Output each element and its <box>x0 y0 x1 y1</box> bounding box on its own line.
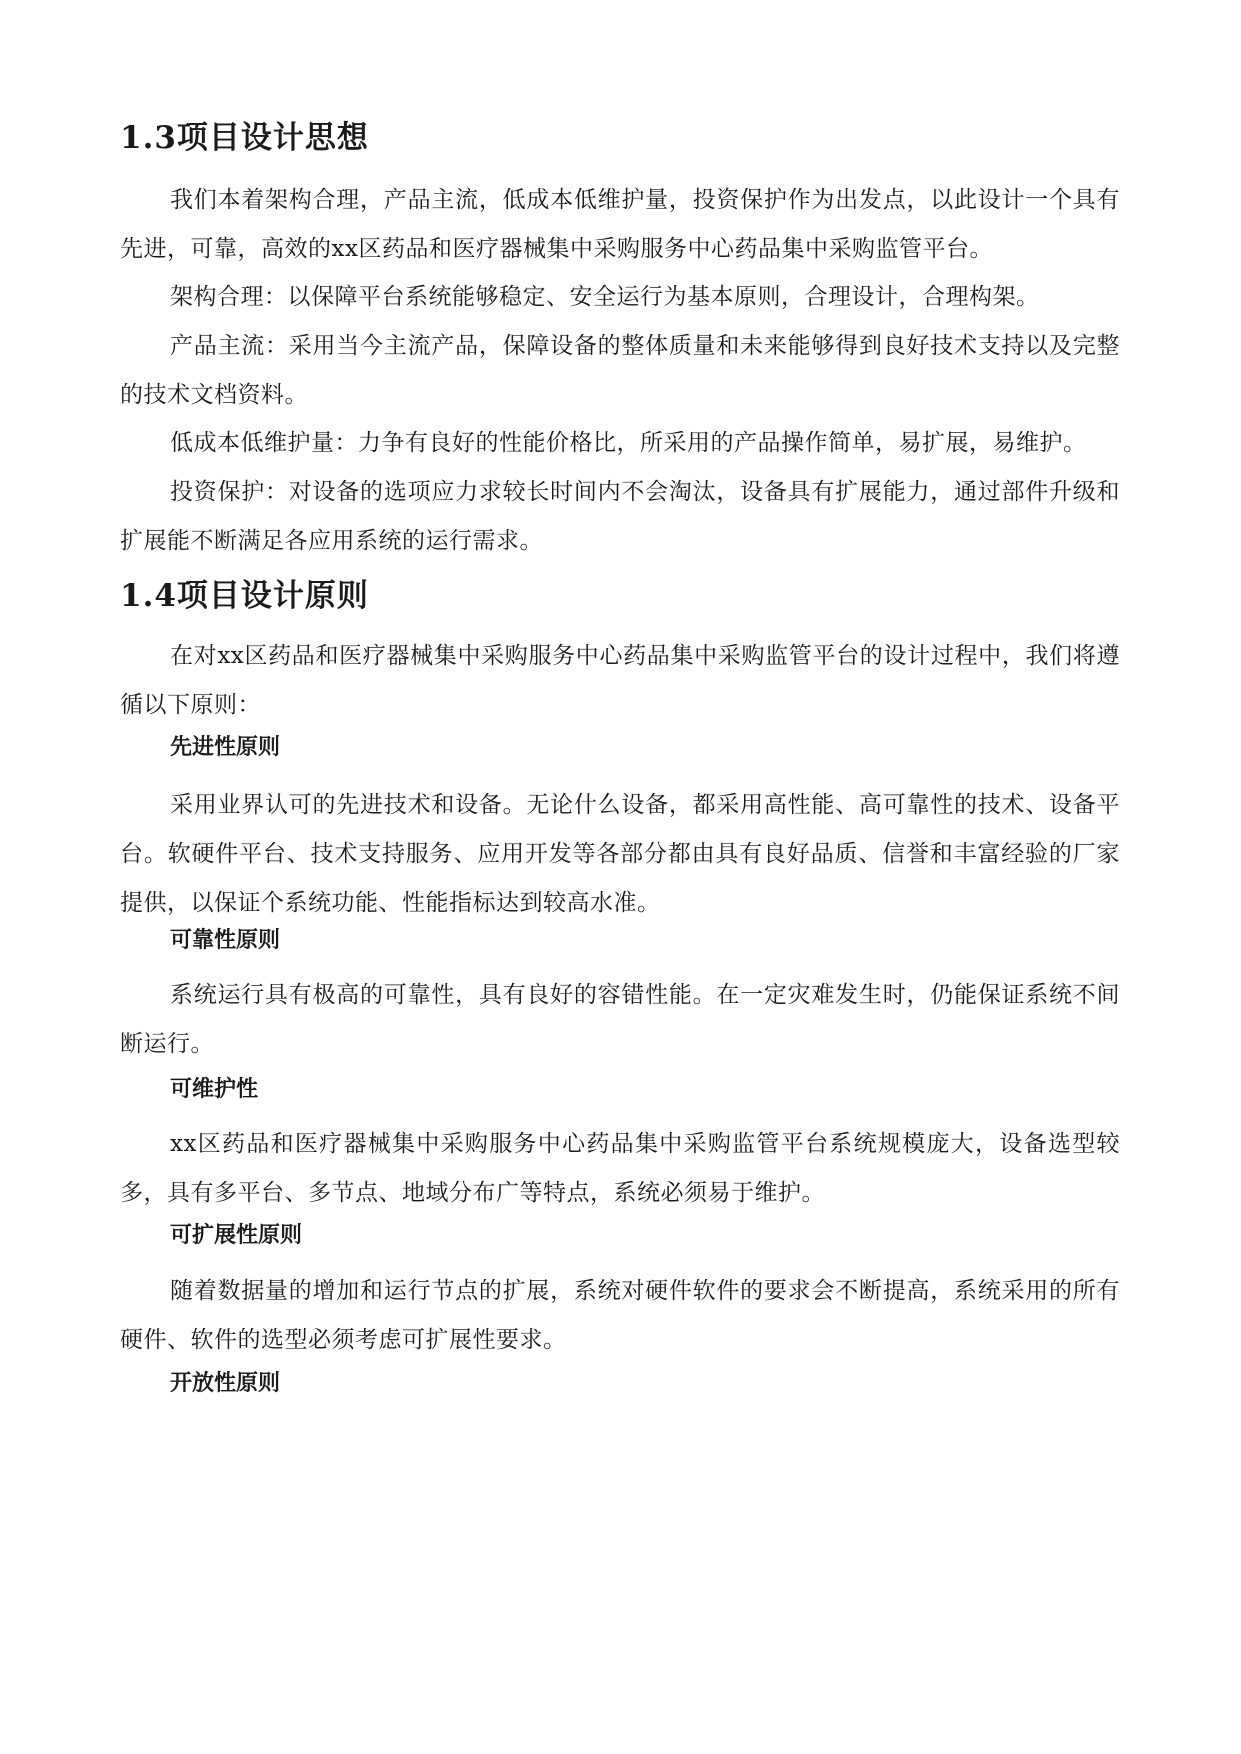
section-heading-1-3: 1.3项目设计思想 <box>120 120 369 156</box>
paragraph-architecture: 架构合理：以保障平台系统能够稳定、安全运行为基本原则，合理设计，合理构架。 <box>170 284 1040 310</box>
principle-text-maintainability: xx区药品和医疗器械集中采购服务中心药品集中采购监管平台系统规模庞大，设备选型较多，具有多平台、多节点、地域分布广等特点，系统必须易于维护。 <box>120 1131 1120 1206</box>
paragraph-principles-intro: 在对xx区药品和医疗器械集中采购服务中心药品集中采购监管平台的设计过程中，我们将遵循以下原则： <box>120 643 1120 718</box>
paragraph-low-cost: 低成本低维护量：力争有良好的性能价格比，所采用的产品操作简单，易扩展，易维护。 <box>170 430 1087 456</box>
principle-text-advanced: 采用业界认可的先进技术和设备。无论什么设备，都采用高性能、高可靠性的技术、设备平台。软硬件平台、技术支持服务、应用开发等各部分都由具有良好品质、信誉和丰富经验的厂家提供，以保证个系统功能、性能指标达到较高水准。 <box>120 792 1120 916</box>
section-heading-1-4: 1.4项目设计原则 <box>120 578 369 614</box>
paragraph-design-idea: 我们本着架构合理，产品主流，低成本低维护量，投资保护作为出发点，以此设计一个具有先进，可靠，高效的xx区药品和医疗器械集中采购服务中心药品集中采购监管平台。 <box>120 187 1120 262</box>
principle-title-reliability: 可靠性原则 <box>170 928 281 953</box>
paragraph-investment-protection: 投资保护：对设备的选项应力求较长时间内不会淘汰，设备具有扩展能力，通过部件升级和扩展能不断满足各应用系统的运行需求。 <box>120 479 1120 554</box>
paragraph-mainstream-products: 产品主流：采用当今主流产品，保障设备的整体质量和未来能够得到良好技术支持以及完整的技术文档资料。 <box>120 333 1120 408</box>
principle-title-scalability: 可扩展性原则 <box>170 1223 303 1248</box>
principle-text-scalability: 随着数据量的增加和运行节点的扩展，系统对硬件软件的要求会不断提高，系统采用的所有硬件、软件的选型必须考虑可扩展性要求。 <box>120 1278 1120 1353</box>
principle-title-openness: 开放性原则 <box>170 1371 281 1396</box>
principle-title-advanced: 先进性原则 <box>170 735 281 760</box>
principle-text-reliability: 系统运行具有极高的可靠性，具有良好的容错性能。在一定灾难发生时，仍能保证系统不间断运行。 <box>120 982 1120 1057</box>
principle-title-maintainability: 可维护性 <box>170 1077 259 1102</box>
